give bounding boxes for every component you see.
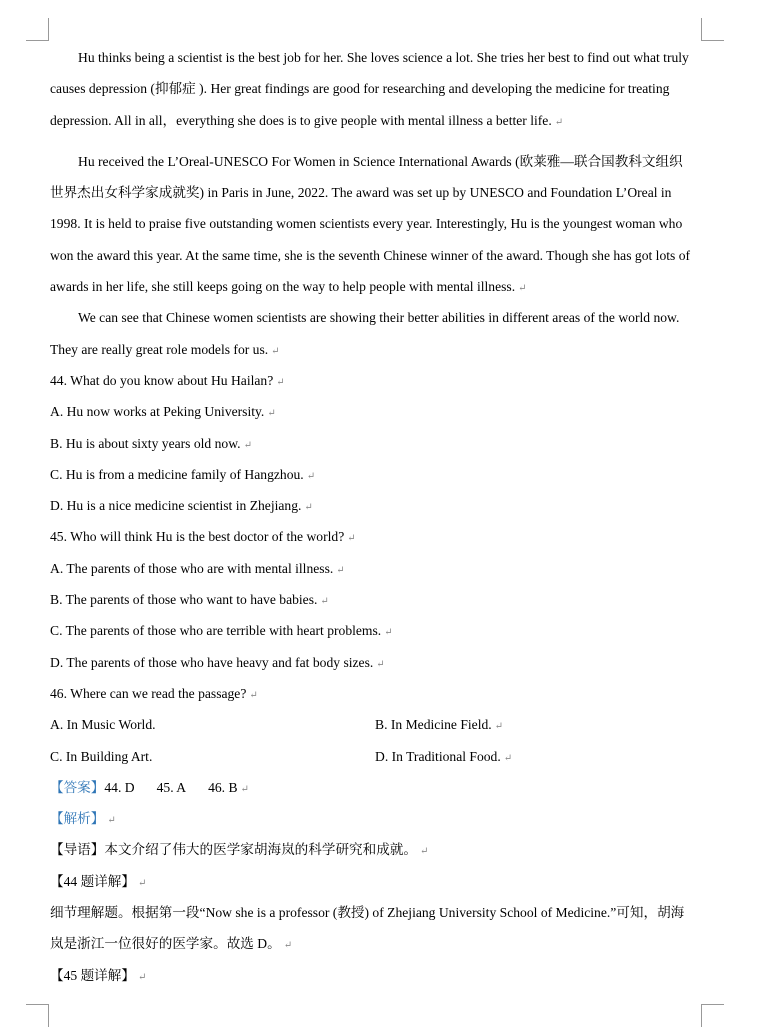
paragraph-3-line: They are really great role models for us. ↵ — [50, 341, 280, 357]
paragraph-2-line: 世界杰出女科学家成就奖) in Paris in June, 2022. The award was set up by UNESCO and Foundation L’Oreal in — [50, 185, 672, 201]
paragraph-mark: ↵ — [306, 470, 316, 482]
question-45: 45. Who will think Hu is the best doctor of the world? ↵ — [50, 529, 356, 545]
crop-mark-bottom-left — [26, 1004, 49, 1027]
paragraph-mark: ↵ — [137, 971, 147, 983]
paragraph-1-line: causes depression (抑郁症 ). Her great findings are good for researching and developing the medicine for treating — [50, 81, 670, 97]
intro-text: 本文介绍了伟大的医学家胡海岚的科学研究和成就。 — [104, 842, 418, 858]
paragraph-mark: ↵ — [107, 815, 116, 827]
analysis-label: 【解析】 — [50, 811, 105, 827]
q46-option-d: D. In Traditional Food. ↵ — [375, 748, 513, 764]
paragraph-2-line: Hu received the L’Oreal-UNESCO For Women in Science International Awards (欧莱雅—联合国教科文组织 — [78, 153, 683, 169]
paragraph-mark: ↵ — [249, 689, 258, 701]
document-page — [50, 44, 706, 993]
answer-46: 46. B — [208, 779, 238, 795]
intro-label: 【导语】 — [50, 842, 105, 858]
paragraph-mark: ↵ — [283, 940, 293, 952]
paragraph-mark: ↵ — [336, 564, 345, 576]
paragraph-mark: ↵ — [554, 116, 564, 128]
paragraph-mark: ↵ — [347, 533, 356, 545]
paragraph-3-line: We can see that Chinese women scientists are showing their better abilities in different areas of the world now. — [78, 310, 680, 326]
q45-option-b: B. The parents of those who want to have babies. ↵ — [50, 592, 329, 608]
crop-mark-bottom-right — [701, 1004, 724, 1027]
q46-option-b: B. In Medicine Field. ↵ — [375, 717, 504, 733]
q45-option-d: D. The parents of those who have heavy and fat body sizes. ↵ — [50, 654, 385, 670]
intro-line — [50, 836, 706, 867]
q45-option-c: C. The parents of those who are terrible with heart problems. ↵ — [50, 623, 393, 639]
paragraph-mark: ↵ — [240, 783, 249, 795]
paragraph-1-line: depression. All in all，everything she does is to give people with mental illness a better life. ↵ — [50, 112, 564, 128]
paragraph-mark: ↵ — [267, 408, 276, 420]
answer-label: 【答案】 — [50, 779, 105, 795]
q46-options-row — [50, 743, 706, 774]
q44-option-c: C. Hu is from a medicine family of Hangzhou. ↵ — [50, 466, 316, 482]
crop-mark-top-left — [26, 18, 49, 41]
paragraph-mark: ↵ — [304, 502, 313, 514]
answer-line — [50, 774, 706, 805]
q45-option-a: A. The parents of those who are with mental illness. ↵ — [50, 560, 345, 576]
paragraph-mark: ↵ — [494, 721, 504, 733]
detail-44-line: 细节理解题。根据第一段“Now she is a professor (教授) of Zhejiang University School of Medicine.”可知，胡海 — [50, 905, 685, 921]
paragraph-2-line: won the award this year. At the same time, she is the seventh Chinese winner of the award. Though she has got lots of — [50, 247, 691, 263]
paragraph-mark: ↵ — [271, 345, 280, 357]
q44-option-a: A. Hu now works at Peking University. ↵ — [50, 404, 276, 420]
paragraph-mark: ↵ — [137, 877, 147, 889]
detail-44-heading: 【44 题详解】 ↵ — [50, 873, 147, 889]
q46-option-c: C. In Building Art. — [50, 748, 153, 764]
paragraph-mark: ↵ — [320, 596, 329, 608]
answer-44: 44. D — [104, 779, 135, 795]
paragraph-mark: ↵ — [420, 846, 429, 858]
q44-option-b: B. Hu is about sixty years old now. ↵ — [50, 435, 252, 451]
answer-45: 45. A — [156, 779, 187, 795]
paragraph-mark: ↵ — [243, 439, 252, 451]
analysis-line — [50, 805, 706, 836]
paragraph-mark: ↵ — [276, 376, 285, 388]
paragraph-mark: ↵ — [376, 658, 385, 670]
paragraph-mark: ↵ — [384, 627, 393, 639]
paragraph-mark: ↵ — [503, 752, 513, 764]
q44-option-d: D. Hu is a nice medicine scientist in Zhejiang. ↵ — [50, 498, 313, 514]
detail-45-heading: 【45 题详解】 ↵ — [50, 967, 147, 983]
detail-44-line: 岚是浙江一位很好的医学家。故选 D。 ↵ — [50, 936, 293, 952]
paragraph-2-line: awards in her life, she still keeps going on the way to help people with mental illness. ↵ — [50, 279, 527, 295]
crop-mark-top-right — [701, 18, 724, 41]
paragraph-2-line: 1998. It is held to praise five outstanding women scientists every year. Interestingly, Hu is the youngest woman who — [50, 216, 683, 232]
q46-option-a: A. In Music World. — [50, 717, 156, 733]
paragraph-1-line: Hu thinks being a scientist is the best job for her. She loves science a lot. She tries her best to find out what truly — [78, 50, 689, 65]
question-44: 44. What do you know about Hu Hailan? ↵ — [50, 372, 285, 388]
question-46: 46. Where can we read the passage? ↵ — [50, 685, 258, 701]
paragraph-mark: ↵ — [518, 283, 527, 295]
q46-options-row — [50, 711, 706, 742]
